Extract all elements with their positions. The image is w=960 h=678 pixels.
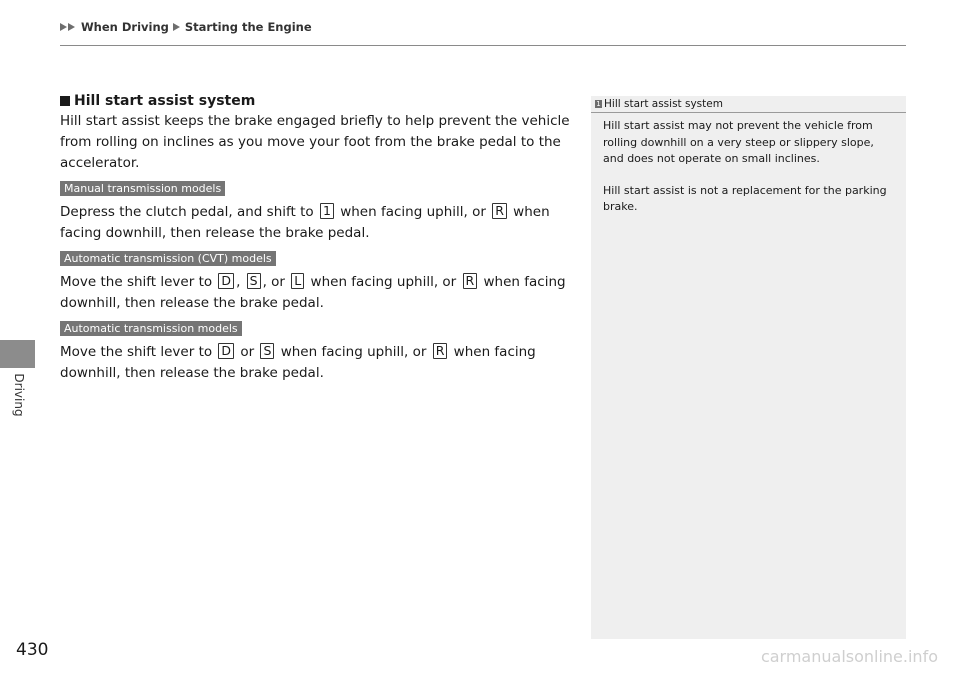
shift-position-key: L (291, 273, 304, 289)
sidebar-paragraph: Hill start assist is not a replacement for the parking brake. (603, 183, 887, 213)
instruction-text: when facing downhill, then release the brake pedal. (60, 274, 566, 311)
instruction-text: Move the shift lever to (60, 344, 217, 360)
watermark: carmanualsonline.info (760, 647, 938, 666)
shift-position-key: R (463, 273, 478, 289)
sidebar-paragraph: Hill start assist may not prevent the vehicle from rolling downhill on a very steep or slippery slope, and does not operate on small inclines. (603, 119, 874, 165)
section-tab (0, 340, 35, 368)
breadcrumb (60, 20, 312, 34)
page-number: 430 (16, 640, 49, 660)
shift-position-key: R (433, 343, 448, 359)
model-badge: Manual transmission models (60, 181, 225, 196)
shift-position-key: 1 (320, 203, 334, 219)
instruction-text: when facing downhill, then release the brake pedal. (60, 344, 536, 381)
model-badge: Automatic transmission (CVT) models (60, 251, 276, 266)
instruction-text: or (236, 344, 259, 360)
instruction-text: Move the shift lever to (60, 274, 217, 290)
instruction-text: when facing uphill, or (276, 344, 431, 360)
note-sidebar (591, 96, 906, 639)
square-bullet-icon (60, 96, 70, 106)
instruction-text: Depress the clutch pedal, and shift to (60, 204, 318, 220)
instruction-text: when facing uphill, or (306, 274, 461, 290)
breadcrumb-separator-icon (173, 23, 181, 31)
intro-paragraph: Hill start assist keeps the brake engaged briefly to help prevent the vehicle from rolling on inclines as you move your foot from the brake pedal to the accelerator. (60, 113, 570, 171)
sidebar-title: Hill start assist system (604, 98, 723, 110)
section-title: Hill start assist system (74, 93, 256, 109)
shift-position-key: D (218, 273, 234, 289)
breadcrumb-item-starting-engine[interactable]: Starting the Engine (184, 20, 312, 34)
sidebar-heading (591, 96, 906, 113)
instruction-text: , (236, 274, 245, 290)
model-badge: Automatic transmission models (60, 321, 242, 336)
shift-position-key: S (260, 343, 274, 359)
model-instructions (60, 174, 580, 384)
note-icon: 1 (596, 100, 601, 108)
shift-position-key: S (247, 273, 261, 289)
instruction-text: , or (262, 274, 290, 290)
section-heading (60, 93, 580, 109)
shift-position-key: R (492, 203, 507, 219)
instruction-text: when facing downhill, then release the brake pedal. (60, 204, 550, 241)
model-instruction (60, 342, 580, 384)
breadcrumb-arrow-icon (60, 23, 76, 31)
sidebar-body (591, 113, 906, 216)
model-instruction (60, 272, 580, 314)
main-content (60, 93, 580, 384)
model-instruction (60, 202, 580, 244)
header-divider (60, 45, 906, 46)
breadcrumb-item-when-driving[interactable]: When Driving (81, 20, 169, 34)
shift-position-key: D (218, 343, 234, 359)
instruction-text: when facing uphill, or (335, 204, 491, 220)
section-label: Driving (12, 373, 26, 417)
